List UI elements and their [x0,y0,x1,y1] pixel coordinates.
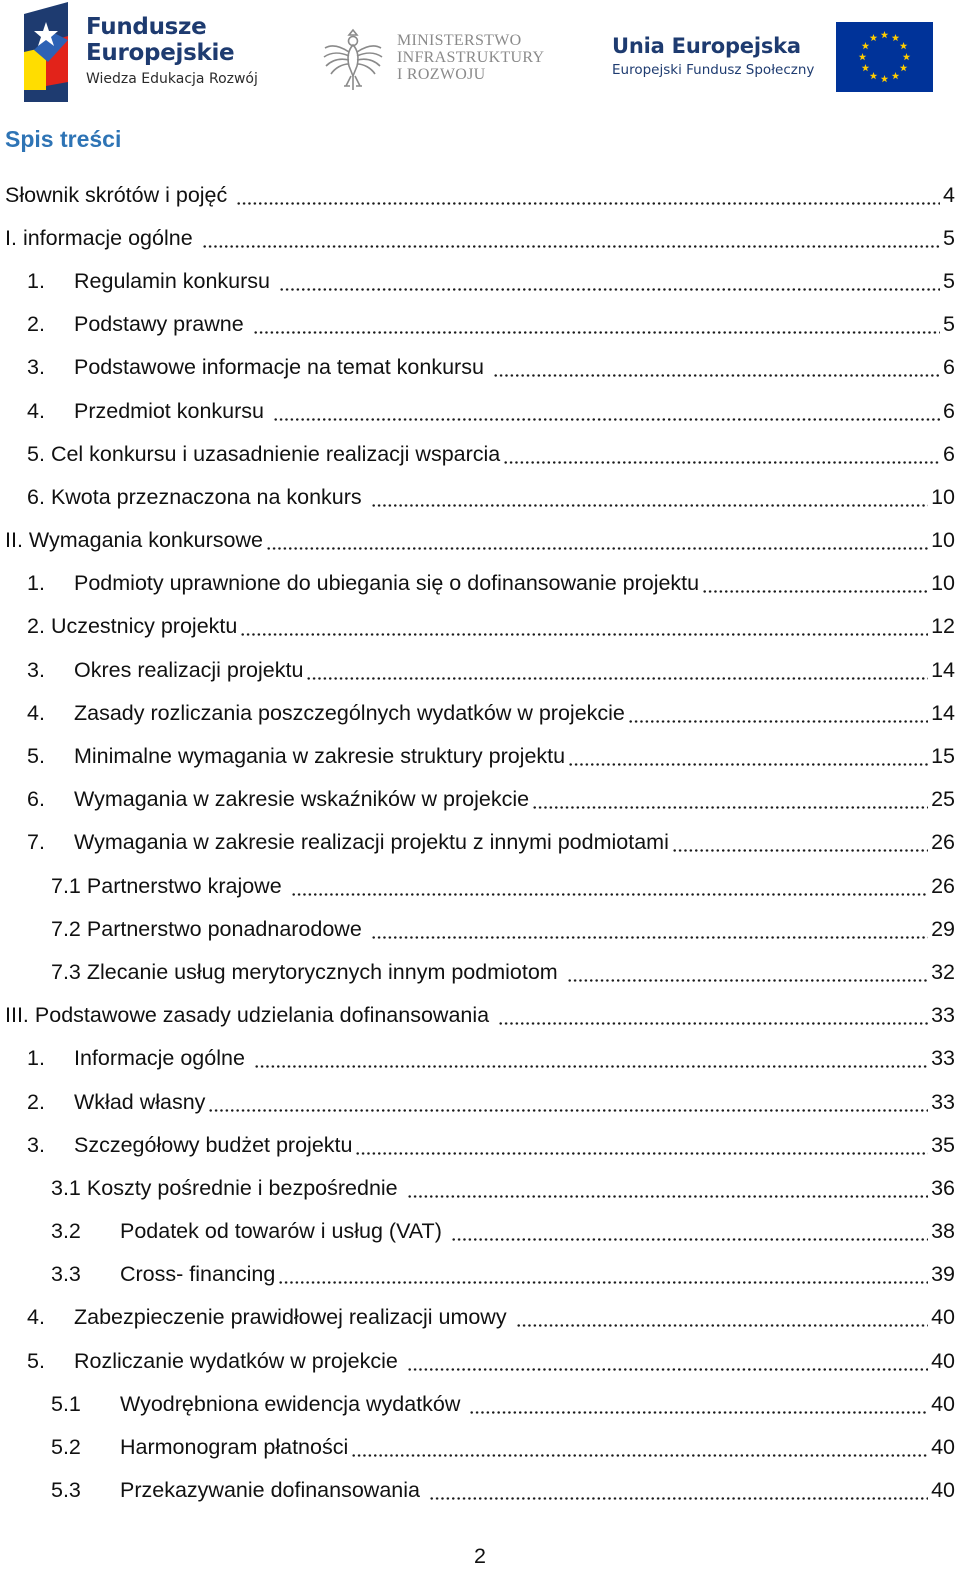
toc-entry[interactable] [0,605,960,648]
toc-entry[interactable] [0,259,960,302]
toc-entry[interactable] [0,864,960,907]
toc-dot-leader [702,570,928,596]
toc-dot-leader [493,354,940,380]
toc-heading: Spis treści [5,126,122,152]
toc-entry-title: Przedmiot konkursu [74,398,270,423]
fe-logo-line2: Europejskie [86,40,235,66]
toc-entry[interactable] [0,778,960,821]
toc-entry-number: 5.3 [51,1478,81,1503]
toc-entry-title: Wymagania w zakresie realizacji projektu z innymi podmiotami [74,830,669,855]
toc-entry-page-number: 40 [931,1305,955,1330]
toc-entry-page-number: 5 [943,268,955,293]
toc-entry-number: 3.1 [51,1175,81,1200]
toc-entry[interactable] [0,216,960,259]
toc-dot-leader [291,873,928,899]
toc-entry-page-number: 6 [943,441,955,466]
toc-dot-leader [503,441,940,467]
polish-eagle-emblem-icon [322,24,384,94]
toc-entry-number: 7. [27,830,45,855]
ministry-logo-line1: MINISTERSTWO [397,32,522,49]
toc-entry-page-number: 6 [943,355,955,380]
toc-entry[interactable] [0,907,960,950]
toc-entry-page-number: 40 [931,1348,955,1373]
toc-entry-page-number: 15 [931,744,955,769]
toc-entry-title: Szczegółowy budżet projektu [74,1132,353,1157]
toc-entry-number: 5.1 [51,1391,81,1416]
toc-entry-title: Minimalne wymagania w zakresie struktury projektu [74,744,566,769]
toc-entry[interactable] [0,173,960,216]
toc-entry[interactable] [0,432,960,475]
toc-entry[interactable] [0,1080,960,1123]
toc-entry-page-number: 5 [943,312,955,337]
toc-entry-title: Uczestnicy projektu [50,614,238,639]
toc-entry-title: Podstawowe informacje na temat konkursu [74,355,490,380]
toc-dot-leader [202,225,940,251]
toc-entry-title: Wkład własny [74,1089,206,1114]
toc-dot-leader [407,1175,928,1201]
toc-dot-leader [278,1261,928,1287]
toc-entry-page-number: 38 [931,1219,955,1244]
toc-entry-title: Cross- financing [120,1262,276,1287]
toc-entry[interactable] [0,1382,960,1425]
toc-entry-number: 3. [27,657,45,682]
toc-dot-leader [236,182,940,208]
toc-entry-number: II. [5,528,23,553]
table-of-contents [0,173,960,1512]
toc-entry-title: Informacje ogólne [74,1046,251,1071]
toc-dot-leader [254,1045,928,1071]
toc-entry-page-number: 26 [931,830,955,855]
toc-entry[interactable] [0,821,960,864]
toc-entry-number: 5.2 [51,1435,81,1460]
toc-entry-number: 3. [27,1132,45,1157]
toc-entry-page-number: 32 [931,959,955,984]
toc-entry-title: Kwota przeznaczona na konkurs [50,484,368,509]
toc-entry-page-number: 39 [931,1262,955,1287]
toc-entry-title: Przekazywanie dofinansowania [120,1478,426,1503]
toc-entry[interactable] [0,1339,960,1382]
toc-entry[interactable] [0,1296,960,1339]
toc-entry-page-number: 10 [931,484,955,509]
toc-entry[interactable] [0,519,960,562]
toc-entry[interactable] [0,1166,960,1209]
toc-entry-page-number: 10 [931,528,955,553]
toc-entry-number: 2. [27,614,45,639]
toc-entry[interactable] [0,1425,960,1468]
toc-entry-page-number: 33 [931,1046,955,1071]
toc-dot-leader [532,786,928,812]
toc-entry[interactable] [0,1469,960,1512]
toc-entry-number: III. [5,1003,29,1028]
toc-entry-number: 5. [27,744,45,769]
toc-dot-leader [355,1132,928,1158]
toc-entry-page-number: 14 [931,657,955,682]
toc-entry-title: Zabezpieczenie prawidłowej realizacji umowy [74,1305,513,1330]
toc-entry[interactable] [0,1037,960,1080]
toc-entry-number: 4. [27,398,45,423]
toc-entry-page-number: 40 [931,1478,955,1503]
toc-entry-title: Koszty pośrednie i bezpośrednie [86,1175,404,1200]
toc-dot-leader [371,916,928,942]
toc-entry-page-number: 33 [931,1089,955,1114]
toc-entry[interactable] [0,1253,960,1296]
fe-logo-tagline: Wiedza Edukacja Rozwój [86,71,258,87]
toc-dot-leader [498,1002,928,1028]
toc-entry-title: Partnerstwo krajowe [86,873,288,898]
ministry-logo [322,24,562,96]
eu-logo [612,20,937,94]
toc-entry[interactable] [0,303,960,346]
toc-entry-title: Partnerstwo ponadnarodowe [86,916,368,941]
toc-entry-title: informacje ogólne [22,225,199,250]
toc-entry-title: Okres realizacji projektu [74,657,304,682]
toc-entry-title: Podstawowe zasady udzielania dofinansowania [34,1003,496,1028]
toc-entry-number: 3.3 [51,1262,81,1287]
toc-entry-page-number: 10 [931,571,955,596]
toc-entry[interactable] [0,994,960,1037]
toc-entry-number: 5. [27,1348,45,1373]
toc-dot-leader [240,613,928,639]
toc-entry[interactable] [0,346,960,389]
document-header [0,0,960,110]
eu-flag-icon [836,22,933,92]
ministry-logo-line3: I ROZWOJU [397,66,486,83]
toc-entry-number: 6. [27,787,45,812]
toc-entry[interactable] [0,562,960,605]
toc-dot-leader [628,700,928,726]
toc-entry-title: Podatek od towarów i usług (VAT) [120,1219,448,1244]
toc-entry[interactable] [0,950,960,993]
toc-dot-leader [672,829,928,855]
toc-entry-title: Rozliczanie wydatków w projekcie [74,1348,404,1373]
toc-entry-title: Zasady rozliczania poszczególnych wydatków w projekcie [74,700,625,725]
toc-entry-page-number: 29 [931,916,955,941]
toc-entry-title: Cel konkursu i uzasadnienie realizacji wsparcia [50,441,501,466]
toc-entry-page-number: 4 [943,182,955,207]
toc-dot-leader [351,1434,928,1460]
toc-entry-number: 2. [27,312,45,337]
toc-entry-title: Wymagania w zakresie wskaźników w projekcie [74,787,530,812]
toc-entry-title: Podmioty uprawnione do ubiegania się o dofinansowanie projektu [74,571,700,596]
toc-entry-page-number: 33 [931,1003,955,1028]
toc-entry-number: 7.2 [51,916,81,941]
toc-dot-leader [451,1218,928,1244]
toc-entry[interactable] [0,475,960,518]
toc-entry-number: 7.1 [51,873,81,898]
toc-dot-leader [266,527,928,553]
toc-entry-page-number: 5 [943,225,955,250]
toc-entry-title: Zlecanie usług merytorycznych innym podmiotom [86,959,564,984]
toc-entry-title: Regulamin konkursu [74,268,276,293]
toc-entry-page-number: 40 [931,1435,955,1460]
fundusze-europejskie-logo [24,2,274,102]
toc-entry[interactable] [0,734,960,777]
toc-entry-title: Słownik skrótów i pojęć [5,182,234,207]
toc-entry-number: 7.3 [51,959,81,984]
toc-dot-leader [208,1089,928,1115]
toc-dot-leader [306,657,928,683]
fundusze-europejskie-mark-icon [24,2,72,102]
toc-dot-leader [516,1304,929,1330]
toc-entry-page-number: 35 [931,1132,955,1157]
toc-entry-number: 5. [27,441,45,466]
toc-dot-leader [568,743,928,769]
toc-entry-number: I. [5,225,17,250]
toc-entry-title: Podstawy prawne [74,312,250,337]
toc-dot-leader [469,1391,928,1417]
page-number: 2 [474,1544,486,1568]
toc-entry-page-number: 6 [943,398,955,423]
toc-dot-leader [253,311,940,337]
toc-entry[interactable] [0,648,960,691]
toc-entry-page-number: 14 [931,700,955,725]
toc-dot-leader [279,268,940,294]
toc-entry-number: 1. [27,1046,45,1071]
toc-entry[interactable] [0,1123,960,1166]
toc-dot-leader [371,484,928,510]
toc-entry-page-number: 40 [931,1391,955,1416]
toc-entry-title: Wyodrębniona ewidencja wydatków [120,1391,467,1416]
toc-dot-leader [273,398,940,424]
eu-logo-line2: Europejski Fundusz Społeczny [612,62,815,78]
toc-entry-number: 1. [27,571,45,596]
toc-dot-leader [407,1348,928,1374]
toc-entry[interactable] [0,1210,960,1253]
toc-entry-number: 3. [27,355,45,380]
toc-entry-page-number: 36 [931,1175,955,1200]
toc-entry-title: Harmonogram płatności [120,1435,349,1460]
toc-entry-title: Wymagania konkursowe [28,528,263,553]
fe-logo-line1: Fundusze [86,14,207,40]
toc-dot-leader [429,1477,928,1503]
toc-entry-page-number: 12 [931,614,955,639]
toc-entry-number: 3.2 [51,1219,81,1244]
toc-entry-page-number: 25 [931,787,955,812]
toc-dot-leader [567,959,928,985]
toc-entry-number: 4. [27,700,45,725]
toc-entry[interactable] [0,691,960,734]
ministry-logo-line2: INFRASTRUKTURY [397,49,545,66]
toc-entry-number: 6. [27,484,45,509]
toc-entry[interactable] [0,389,960,432]
toc-entry-page-number: 26 [931,873,955,898]
toc-entry-number: 1. [27,268,45,293]
toc-entry-number: 4. [27,1305,45,1330]
eu-logo-line1: Unia Europejska [612,34,801,58]
toc-entry-number: 2. [27,1089,45,1114]
